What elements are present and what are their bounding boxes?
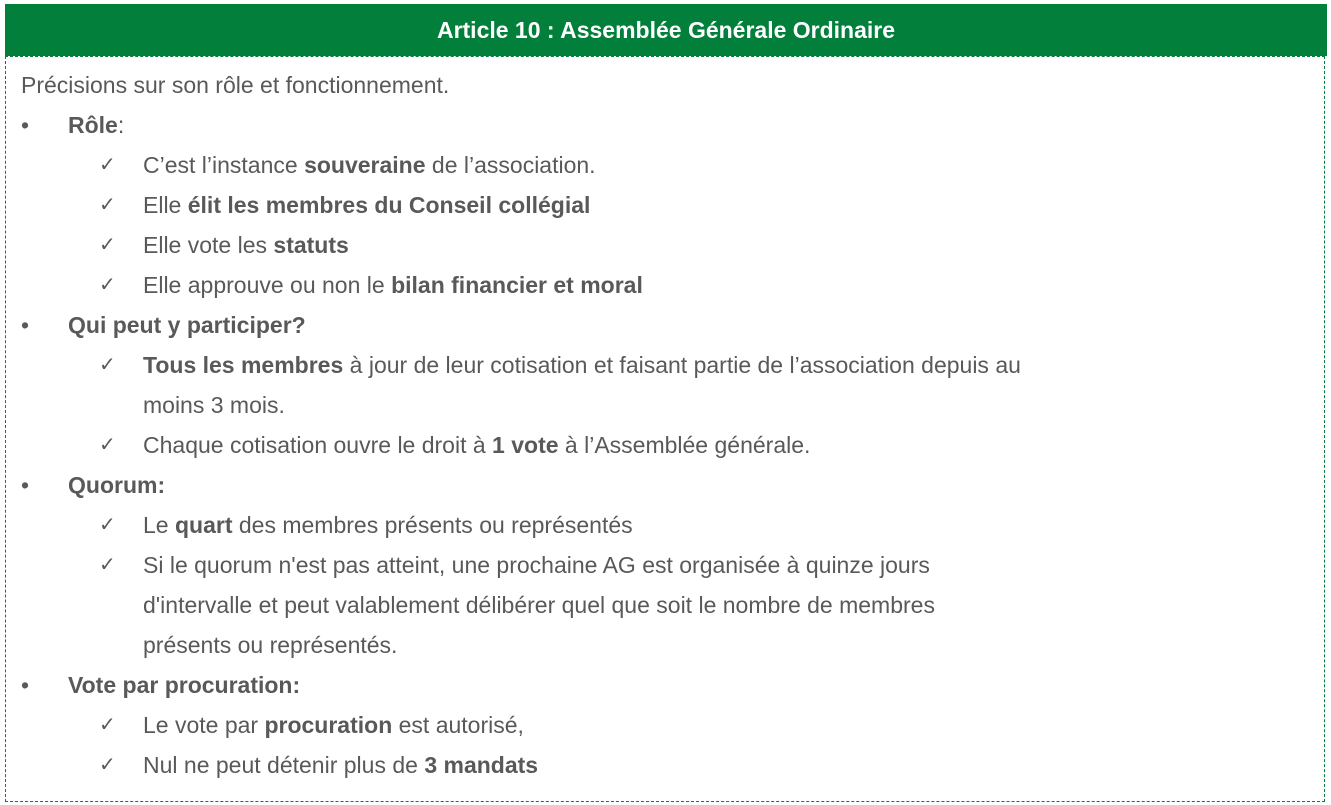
checkmark-icon: ✓	[99, 754, 116, 776]
bold-text: élit les membres du Conseil collégial	[187, 192, 591, 218]
checkmark-icon: ✓	[99, 354, 116, 376]
bold-text: 1 vote	[492, 432, 559, 458]
bullet-icon: •	[21, 312, 30, 338]
text: C’est l’instance	[143, 152, 305, 178]
bold-text: procuration	[264, 712, 393, 738]
article-title: Article 10 : Assemblée Générale Ordinaire	[436, 16, 896, 43]
bold-text: Qui peut y participer?	[68, 312, 306, 338]
article-title-banner	[5, 4, 1327, 56]
bold-text: Rôle	[68, 112, 118, 138]
text: à l’Assemblée générale.	[558, 432, 811, 458]
text: Nul ne peut détenir plus de	[143, 752, 425, 778]
checkmark-icon: ✓	[99, 274, 116, 296]
section-heading	[21, 665, 1021, 705]
list-item	[21, 505, 1021, 545]
text: Si le quorum n'est pas atteint, une prochaine AG est organisée à quinze jours	[143, 552, 930, 578]
text: est autorisé,	[392, 712, 524, 738]
text: d'intervalle et peut valablement délibérer quel que soit le nombre de membres	[143, 592, 935, 618]
bold-text: Tous les membres	[143, 352, 344, 378]
text: Elle approuve ou non le	[143, 272, 392, 298]
list-item	[21, 265, 1021, 305]
text: des membres présents ou représentés	[232, 512, 633, 538]
list-item	[21, 705, 1021, 745]
bullet-icon: •	[21, 112, 30, 138]
bold-text: bilan financier et moral	[391, 272, 643, 298]
bold-text: statuts	[273, 232, 349, 258]
list-item	[21, 385, 1021, 425]
bold-text: Vote par procuration:	[68, 672, 301, 698]
checkmark-icon: ✓	[99, 194, 116, 216]
checkmark-icon: ✓	[99, 554, 116, 576]
article-content	[21, 65, 1021, 785]
list-item	[21, 225, 1021, 265]
text: moins 3 mois.	[143, 392, 285, 418]
list-item	[21, 545, 1021, 585]
section-heading	[21, 305, 1021, 345]
section-heading	[21, 105, 1021, 145]
list-item	[21, 585, 1021, 625]
list-item	[21, 745, 1021, 785]
bold-text: quart	[174, 512, 233, 538]
text: de l’association.	[425, 152, 596, 178]
text: à jour de leur cotisation et faisant partie de l’association depuis au	[343, 352, 1021, 378]
list-item	[21, 145, 1021, 185]
bullet-icon: •	[21, 472, 30, 498]
list-item	[21, 185, 1021, 225]
text: Elle	[143, 192, 188, 218]
text: Chaque cotisation ouvre le droit à	[143, 432, 493, 458]
intro-text: Précisions sur son rôle et fonctionnement.	[21, 72, 450, 98]
text: :	[117, 112, 125, 138]
checkmark-icon: ✓	[99, 714, 116, 736]
text: présents ou représentés.	[143, 632, 398, 658]
bold-text: Quorum:	[68, 472, 166, 498]
text: Le	[143, 512, 175, 538]
list-item	[21, 345, 1021, 385]
list-item	[21, 425, 1021, 465]
bold-text: souveraine	[304, 152, 426, 178]
text: Le vote par	[143, 712, 265, 738]
checkmark-icon: ✓	[99, 434, 116, 456]
checkmark-icon: ✓	[99, 154, 116, 176]
bold-text: 3 mandats	[424, 752, 539, 778]
list-item	[21, 625, 1021, 665]
checkmark-icon: ✓	[99, 514, 116, 536]
section-heading	[21, 465, 1021, 505]
bullet-icon: •	[21, 672, 30, 698]
text: Elle vote les	[143, 232, 274, 258]
checkmark-icon: ✓	[99, 234, 116, 256]
